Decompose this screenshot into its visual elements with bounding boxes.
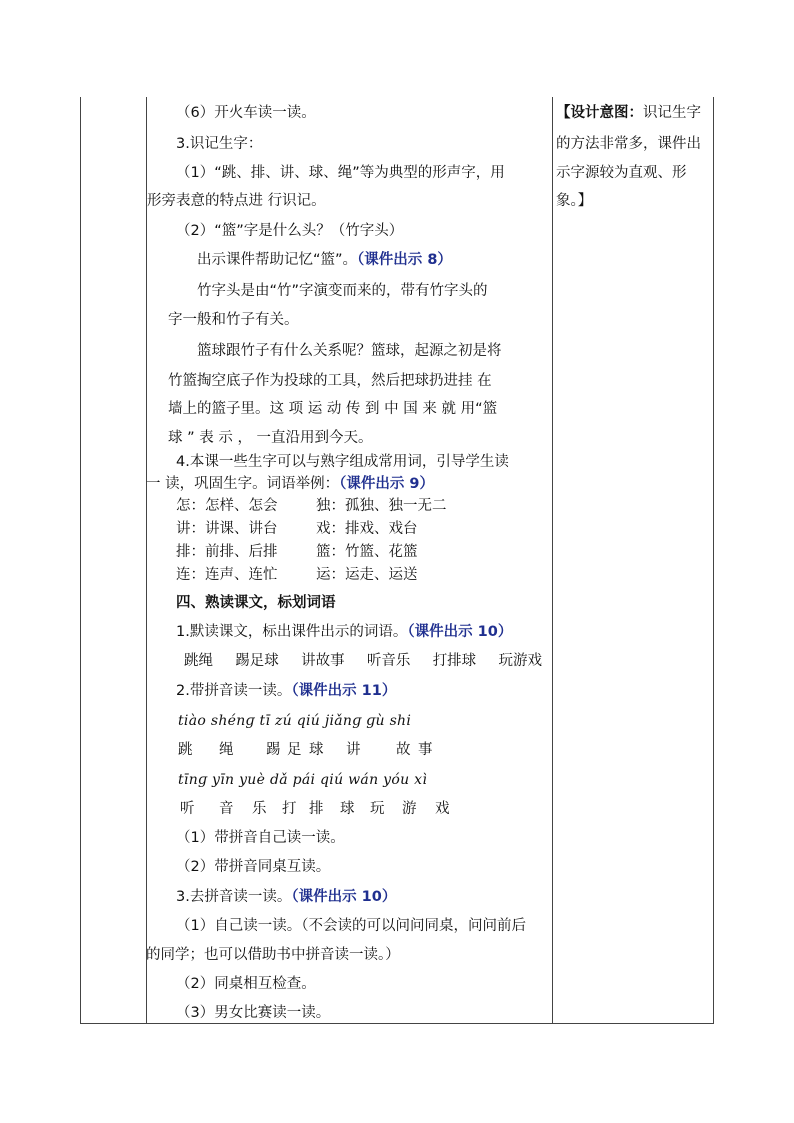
basketball-line-2: 竹篮掏空底子作为投球的工具，然后把球扔进挂 在: [168, 373, 492, 389]
vocab-row: [184, 651, 542, 671]
hanzi: 绳: [219, 742, 234, 758]
step-text: 3.去拼音读一读。: [176, 889, 292, 905]
hanzi: 故: [396, 742, 411, 758]
courseware-tag: （课件出示 9）: [339, 476, 434, 492]
item-1-line-2: 形旁表意的特点进 行识记。: [147, 193, 326, 209]
table-border-left: [80, 97, 81, 1024]
word-example-right: 戏：排戏、戏台: [316, 521, 418, 537]
reading-step-2: （2）带拼音同桌互读。: [176, 859, 331, 875]
hanzi-line-2: [0, 799, 794, 819]
dash: 一: [146, 476, 161, 492]
design-intent-line-3: 示字源较为直观、形: [556, 165, 687, 181]
step-text: 1.默读课文，标出课件出示的词语。: [176, 624, 408, 640]
hanzi: 乐: [252, 801, 267, 817]
section-4-heading: 四、熟读课文，标划词语: [176, 595, 336, 611]
courseware-tag: （课件出示 10）: [291, 889, 397, 905]
step-3-heading: 3.识记生字：: [176, 136, 263, 152]
word-example-left: 连：连声、连忙: [176, 567, 278, 583]
vocab-word: 跳绳: [184, 653, 213, 669]
vocab-word: 讲故事: [301, 653, 345, 669]
hanzi: 球: [309, 742, 324, 758]
hanzi: 玩: [370, 801, 385, 817]
hanzi: 球: [340, 801, 355, 817]
courseware-tag: （课件出示 10）: [407, 624, 513, 640]
design-intent-label: 【设计意图：: [556, 105, 643, 121]
hanzi: 踢: [266, 742, 281, 758]
section-4-step-1: [176, 622, 512, 642]
design-intent-line-4: 象。】: [556, 193, 593, 209]
hanzi: 戏: [435, 801, 450, 817]
word-example-right: 运：运走、运送: [316, 567, 418, 583]
word-example-right: 独：孤独、独一无二: [316, 498, 447, 514]
courseware-tag: （课件出示 11）: [291, 683, 397, 699]
design-intent-line-2: 的方法非常多，课件出: [556, 136, 701, 152]
reading-step-1: （1）带拼音自己读一读。: [176, 830, 345, 846]
hanzi: 听: [180, 801, 195, 817]
section-4-step-2: [176, 681, 396, 701]
hanzi: 跳: [178, 742, 193, 758]
hanzi: 游: [402, 801, 417, 817]
item-2-courseware: [197, 250, 452, 270]
hanzi: 讲: [346, 742, 361, 758]
pinyin-line-2: tīnɡ yīn yuè dǎ pái qiú wán yóu xì: [178, 772, 428, 788]
table-border-col2: [552, 97, 553, 1024]
basketball-line-3: 墙上的篮子里。这 项 运 动 传 到 中 国 来 就 用“篮: [168, 401, 498, 417]
task-2: （2）同桌相互检查。: [176, 976, 316, 992]
item-2-question: （2）“篮”字是什么头？（竹字头）: [176, 223, 404, 239]
design-intent-text: 识记生字: [643, 105, 701, 121]
hanzi: 打: [282, 801, 297, 817]
word-example-left: 怎：怎样、怎会: [176, 498, 278, 514]
design-intent-line-1: [556, 103, 701, 123]
item-1-line-1: （1）“跳、排、讲、球、绳”等为典型的形声字，用: [176, 165, 505, 181]
section-4-step-3: [176, 887, 396, 907]
courseware-text: 出示课件帮助记忆“篮”。: [197, 252, 358, 268]
word-example-left: 排：前排、后排: [176, 544, 278, 560]
hanzi: 音: [219, 801, 234, 817]
task-1-line-1: （1）自己读一读。（不会读的可以问问同桌，问问前后: [176, 918, 526, 934]
step-4-text: 读，巩固生字。词语举例：: [165, 476, 340, 492]
hanzi: 足: [287, 742, 302, 758]
word-example-right: 篮：竹篮、花篮: [316, 544, 418, 560]
hanzi-line-1: [0, 740, 794, 760]
bamboo-line-2: 字一般和竹子有关。: [168, 312, 299, 328]
vocab-word: 打排球: [432, 653, 477, 669]
bamboo-line-1: 竹字头是由“竹”字演变而来的，带有竹字头的: [197, 283, 488, 299]
hanzi: 排: [309, 801, 324, 817]
task-1-line-2: 的同学；也可以借助书中拼音读一读。）: [146, 947, 400, 963]
step-4-line-2: [146, 474, 434, 494]
courseware-tag: （课件出示 8）: [357, 252, 452, 268]
vocab-word: 听音乐: [366, 653, 411, 669]
step-text: 2.带拼音读一读。: [176, 683, 292, 699]
vocab-word: 踢足球: [235, 653, 279, 669]
table-border-bottom: [80, 1023, 714, 1024]
word-example-left: 讲：讲课、讲台: [176, 521, 278, 537]
hanzi: 事: [418, 742, 433, 758]
vocab-word: 玩游戏: [498, 653, 542, 669]
table-border-right: [713, 97, 714, 1024]
task-3: （3）男女比赛读一读。: [176, 1005, 331, 1021]
basketball-line-4: 球 ” 表 示 ， 一直沿用到今天。: [168, 430, 373, 446]
pinyin-line-1: tiào shénɡ tī zú qiú jiǎnɡ ɡù shi: [178, 713, 412, 729]
basketball-line-1: 篮球跟竹子有什么关系呢？篮球，起源之初是将: [197, 343, 502, 359]
step-4-line-1: 4.本课一些生字可以与熟字组成常用词，引导学生读: [176, 454, 509, 470]
step-6: （6）开火车读一读。: [176, 105, 316, 121]
table-border-col1: [146, 97, 147, 1024]
